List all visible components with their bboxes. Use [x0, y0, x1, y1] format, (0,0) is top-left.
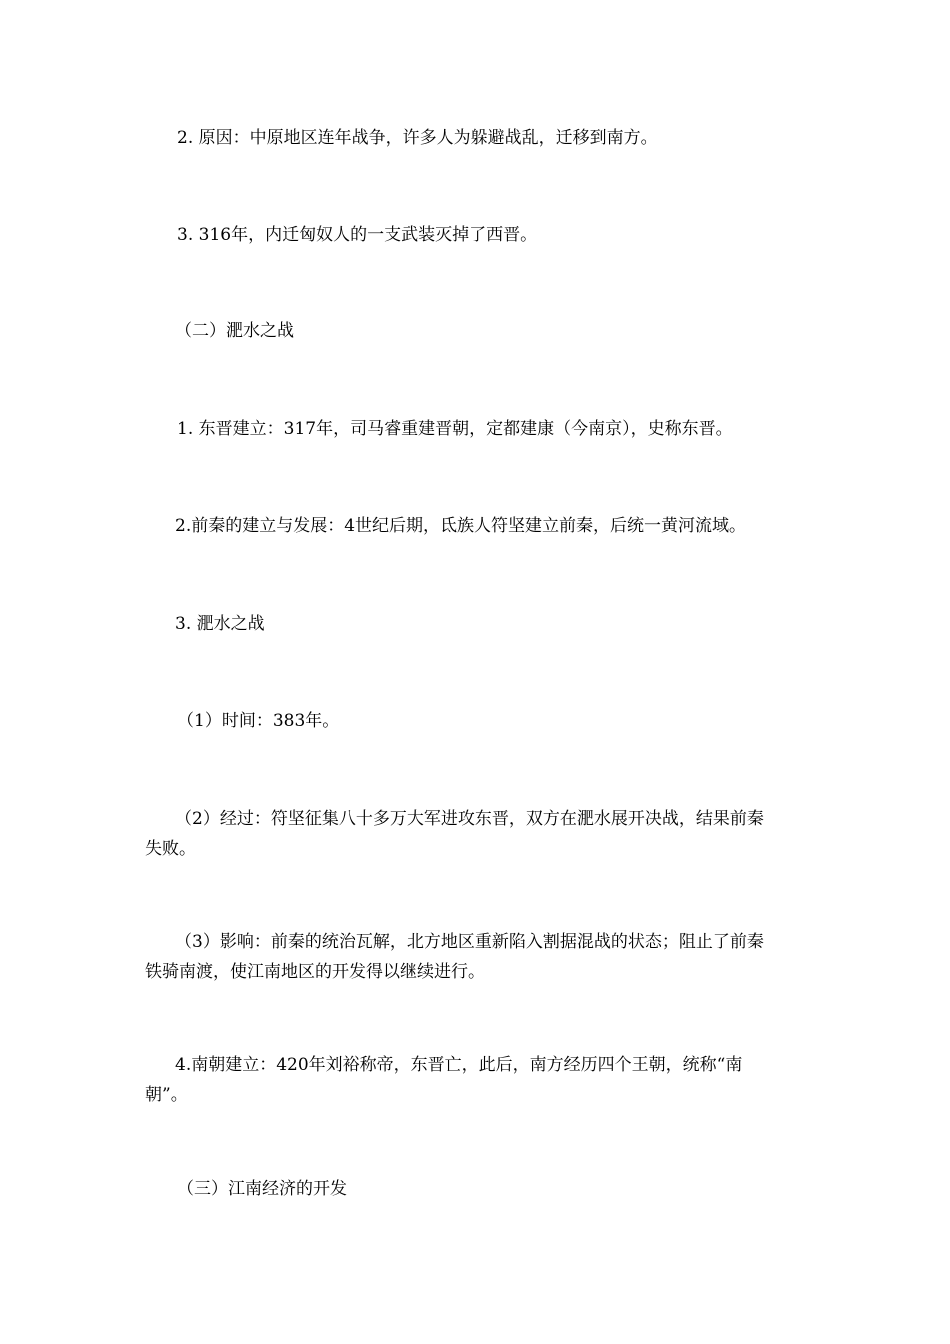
section-heading-jiangnan-economy: （三）江南经济的开发 [177, 1179, 347, 1199]
paragraph-time: （1）时间：383年。 [177, 711, 340, 731]
paragraph-impact [145, 927, 815, 987]
paragraph-southern-dynasties-line-1: 4.南朝建立：420年刘裕称帝，东晋亡，此后，南方经历四个王朝，统称“南 [175, 1055, 743, 1075]
paragraph-southern-dynasties [145, 1050, 815, 1110]
paragraph-impact-line-1: （3）影响：前秦的统治瓦解，北方地区重新陷入割据混战的状态；阻止了前秦 [175, 932, 764, 952]
paragraph-process [145, 804, 815, 864]
paragraph-impact-line-2: 铁骑南渡，使江南地区的开发得以继续进行。 [145, 962, 485, 982]
paragraph-process-line-2: 失败。 [145, 839, 196, 859]
paragraph-reason: 2. 原因：中原地区连年战争，许多人为躲避战乱，迁移到南方。 [177, 128, 658, 148]
paragraph-process-line-1: （2）经过：符坚征集八十多万大军进攻东晋，双方在淝水展开决战，结果前秦 [175, 809, 764, 829]
subheading-feishui-battle: 3. 淝水之战 [175, 614, 265, 634]
paragraph-eastern-jin-founding: 1. 东晋建立：317年，司马睿重建晋朝，定都建康（今南京），史称东晋。 [177, 419, 733, 439]
section-heading-feishui: （二）淝水之战 [175, 321, 294, 341]
paragraph-southern-dynasties-line-2: 朝”。 [145, 1085, 188, 1105]
paragraph-western-jin-fall: 3. 316年，内迁匈奴人的一支武装灭掉了西晋。 [177, 225, 538, 245]
paragraph-former-qin: 2.前秦的建立与发展：4世纪后期，氐族人符坚建立前秦，后统一黄河流域。 [175, 516, 747, 536]
